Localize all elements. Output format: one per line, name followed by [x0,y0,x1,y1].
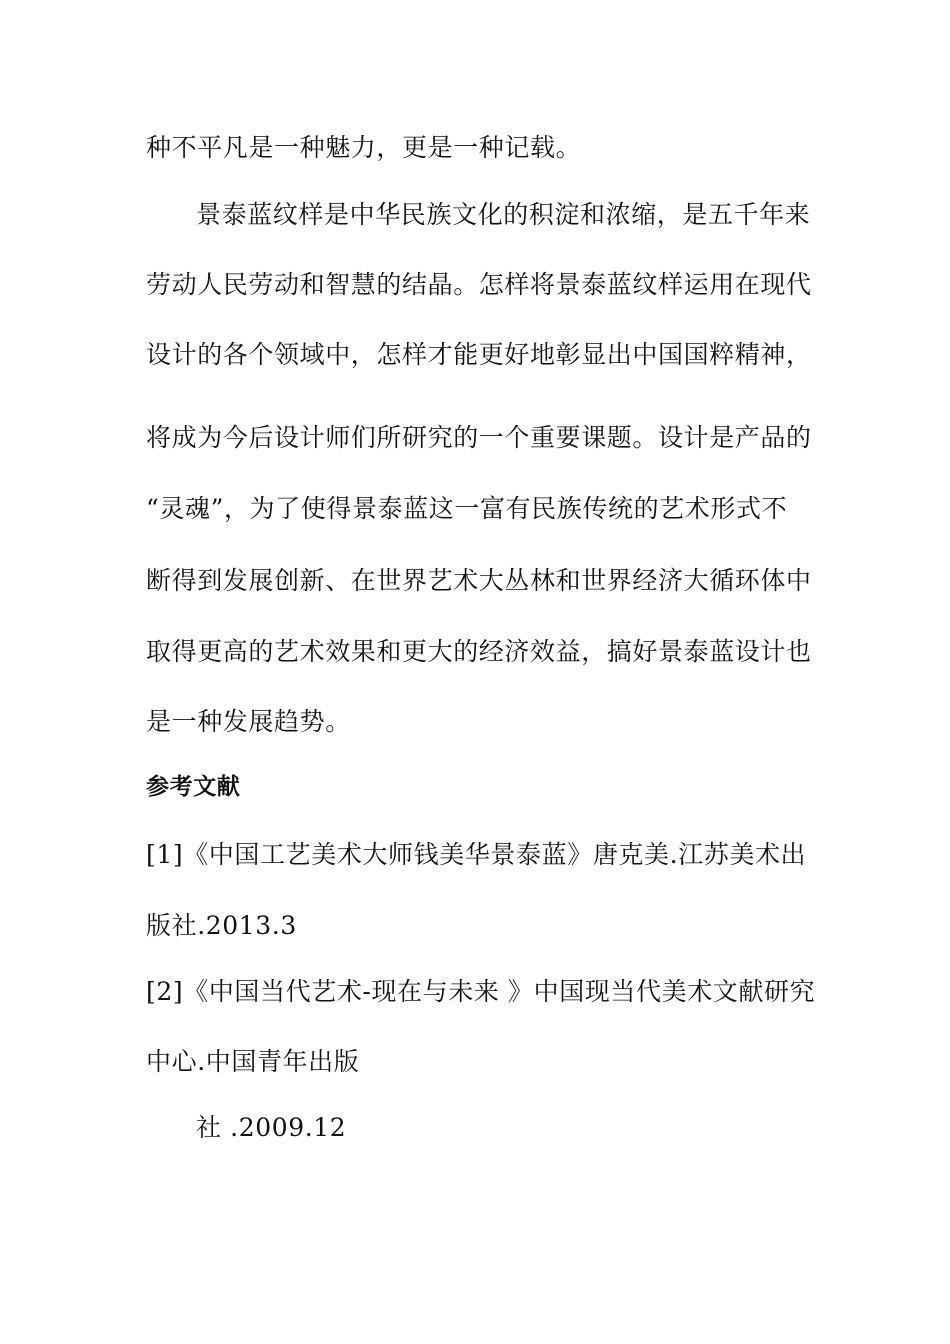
paragraph-line: 种不平凡是一种魅力，更是一种记载。 [146,133,582,162]
paragraph-line: 设计的各个领域中，怎样才能更好地彰显出中国国粹精神， [146,340,812,369]
reference-line: 中心.中国青年出版 [146,1047,360,1076]
paragraph-line: 是一种发展趋势。 [146,707,351,736]
paragraph-line: 断得到发展创新、在世界艺术大丛林和世界经济大循环体中 [146,566,812,595]
paragraph-line: “灵魂”，为了使得景泰蓝这一富有民族传统的艺术形式不 [146,494,788,523]
paragraph-line: 景泰蓝纹样是中华民族文化的积淀和浓缩，是五千年来 [196,200,811,229]
references-heading: 参考文献 [146,774,241,800]
paragraph-line: 将成为今后设计师们所研究的一个重要课题。设计是产品的 [146,423,812,452]
reference-line: 版社.2013.3 [146,911,297,940]
reference-line: [2]《中国当代艺术-现在与未来 》中国现当代美术文献研究 [146,977,816,1006]
paragraph-line: 取得更高的艺术效果和更大的经济效益，搞好景泰蓝设计也 [146,637,812,666]
reference-line: 社 .2009.12 [196,1113,347,1142]
paragraph-line: 劳动人民劳动和智慧的结晶。怎样将景泰蓝纹样运用在现代 [146,270,812,299]
reference-line: [1]《中国工艺美术大师钱美华景泰蓝》唐克美.江苏美术出 [146,840,807,869]
